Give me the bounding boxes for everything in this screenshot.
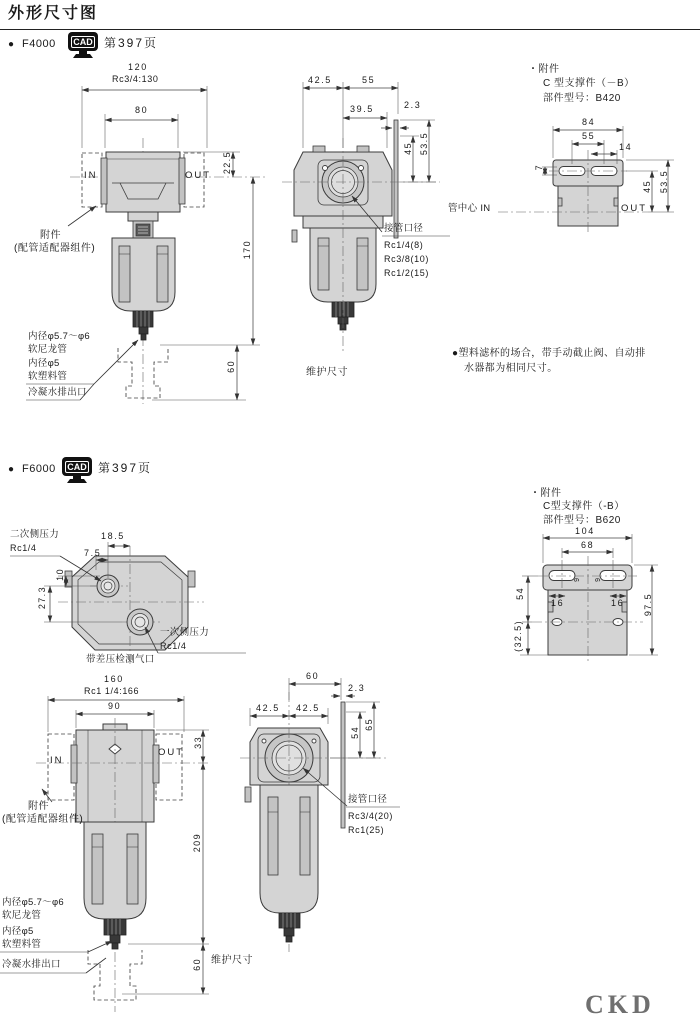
f6000-front-dim-60: 60	[192, 958, 202, 971]
f6000-front-dim-90: 90	[108, 701, 122, 711]
f4000-bracket-drawing	[498, 126, 674, 232]
f4000-front-dim-120: 120	[128, 62, 148, 72]
f6000-top-dim-10: 10	[55, 568, 65, 581]
b620-dim-9l: 9	[574, 578, 581, 582]
f4000-side-dim-425: 42.5	[308, 75, 332, 85]
b420-dim-45: 45	[642, 180, 652, 193]
b420-dim-535: 53.5	[659, 170, 669, 194]
f6000-primary-label-1: 一次侧压力	[160, 627, 210, 638]
cad-stand	[73, 476, 81, 479]
f6000-front-dim-rc: Rc1 1/4:166	[84, 686, 140, 696]
f4000-port-1: Rc1/4(8)	[384, 240, 424, 250]
b620-dim-16l: 16	[551, 598, 565, 608]
f6000-side-dim-65: 65	[364, 718, 374, 731]
b620-dim-975: 97.5	[643, 593, 653, 617]
f6000-front-dim-33: 33	[193, 736, 203, 749]
cad-label: CAD	[73, 36, 93, 47]
f4000-drain-note-4: 软塑料管	[28, 371, 68, 382]
f6000-front-out: OUT	[158, 747, 185, 758]
f6000-front-in: IN	[50, 755, 64, 766]
f6000-port-title: 接管口径	[348, 794, 388, 805]
page-title: 外形尺寸图	[8, 5, 99, 22]
b620-dim-325: (32.5)	[513, 620, 523, 652]
f6000-diffpressure-label: 带差压检测气口	[86, 654, 155, 665]
b620-title-2: C型支撑件（-B）	[543, 501, 625, 512]
f4000-front-dim-60: 60	[226, 360, 236, 373]
f4000-side-dim-55: 55	[362, 75, 376, 85]
f4000-drain-note-5: 冷凝水排出口	[28, 387, 87, 398]
f4000-model: F4000	[22, 38, 56, 50]
f4000-front-head	[106, 152, 180, 212]
f6000-top-dim-75: 7.5	[84, 548, 102, 558]
f4000-attachment-label-1: 附件	[40, 230, 61, 241]
f6000-primary-label-2: Rc1/4	[160, 641, 187, 651]
b420-dim-7: 7	[534, 164, 544, 171]
f4000-port-title: 接管口径	[384, 223, 424, 234]
f6000-attachment-label-1: 附件	[28, 801, 49, 812]
f4000-front-out: OUT	[185, 170, 212, 181]
f4000-front-dim-170: 170	[242, 240, 252, 260]
f4000-bullet: ●	[8, 39, 15, 50]
b620-dim-104: 104	[575, 526, 595, 536]
note-line-1: ●塑料滤杯的场合，带手动截止阀、自动排	[452, 348, 646, 359]
b620-dim-16r: 16	[611, 598, 625, 608]
f6000-drain-note-5: 冷凝水排出口	[2, 959, 61, 970]
f6000-maintenance-label: 维护尺寸	[211, 955, 253, 966]
f6000-bullet: ●	[8, 464, 15, 475]
f4000-side-view	[282, 82, 450, 352]
f4000-attachment-label-2: (配管适配器组件)	[14, 243, 96, 254]
f6000-side-dim-23: 2.3	[348, 683, 366, 693]
f4000-maintenance-label: 维护尺寸	[306, 367, 348, 378]
f4000-front-dim-rc: Rc3/4:130	[112, 74, 159, 84]
f4000-front-dim-80: 80	[135, 105, 149, 115]
f6000-port-2: Rc1(25)	[348, 825, 385, 835]
f6000-drain-note-4: 软塑料管	[2, 939, 42, 950]
b420-title-3: 部件型号：B420	[543, 93, 621, 104]
f6000-side-dim-425l: 42.5	[256, 703, 280, 713]
f4000-side-bracket-plate	[394, 120, 398, 238]
f4000-drain-note-2: 软尼龙管	[28, 344, 68, 355]
cad-base	[73, 54, 93, 58]
cad-label: CAD	[67, 461, 87, 472]
f6000-side-dim-425r: 42.5	[296, 703, 320, 713]
b620-title-1: ・附件	[530, 488, 562, 499]
f6000-top-dim-273: 27.3	[37, 586, 47, 610]
b420-title-1: ・附件	[528, 64, 560, 75]
b420-dim-84: 84	[582, 117, 596, 127]
f6000-port-1: Rc3/4(20)	[348, 811, 393, 821]
f4000-port-3: Rc1/2(15)	[384, 268, 429, 278]
f4000-front-dim-225: 22.5	[222, 151, 232, 175]
b420-dim-55: 55	[582, 131, 596, 141]
f6000-front-drain-knob	[104, 919, 126, 935]
f6000-page-ref: 第397页	[98, 461, 153, 475]
f4000-port-2: Rc3/8(10)	[384, 254, 429, 264]
cad-icon-f6000	[60, 457, 94, 484]
cad-icon-f4000	[66, 32, 100, 59]
f4000-side-dim-395: 39.5	[350, 104, 374, 114]
f4000-front-in: IN	[84, 170, 98, 181]
f6000-secondary-label-2: Rc1/4	[10, 543, 37, 553]
f4000-side-dim-45: 45	[403, 142, 413, 155]
f6000-front-dim-209: 209	[192, 833, 202, 853]
cad-screen	[68, 32, 98, 51]
f6000-secondary-label-1: 二次侧压力	[10, 529, 60, 540]
b420-dim-14: 14	[619, 142, 633, 152]
note-line-2: 水器都为相同尺寸。	[464, 363, 558, 374]
cad-stand	[79, 51, 87, 54]
f6000-drain-note-2: 软尼龙管	[2, 910, 42, 921]
f6000-front-dim-160: 160	[104, 674, 124, 684]
b620-title-3: 部件型号：B620	[543, 515, 621, 526]
f4000-page-ref: 第397页	[104, 36, 159, 50]
f4000-drain-note-1: 内径φ5.7～φ6	[28, 331, 91, 342]
f6000-attachment-label-2: (配管适配器组件)	[2, 814, 84, 825]
title-rule	[0, 29, 700, 30]
b420-title-2: C 型支撑件（－B）	[543, 78, 635, 89]
b420-out: OUT	[621, 203, 648, 214]
b620-dim-9r: 9	[595, 578, 602, 582]
b620-dim-54: 54	[515, 587, 525, 600]
f6000-side-dim-54: 54	[350, 726, 360, 739]
b420-pipe-center-in: 管中心 IN	[448, 203, 491, 214]
f6000-side-bracket-plate	[341, 702, 345, 828]
f4000-side-dim-23: 2.3	[404, 100, 422, 110]
cad-screen	[62, 457, 92, 476]
cad-base	[67, 479, 87, 483]
f6000-top-dim-185: 18.5	[101, 531, 125, 541]
f6000-model: F6000	[22, 463, 56, 475]
b620-dim-68: 68	[581, 540, 595, 550]
f6000-bracket-drawing	[520, 534, 658, 664]
f4000-front-drain-knob	[133, 311, 153, 327]
f6000-drain-note-1: 内径φ5.7～φ6	[2, 897, 65, 908]
f4000-side-dim-535: 53.5	[419, 132, 429, 156]
f6000-drain-note-3: 内径φ5	[2, 926, 34, 937]
ckd-logo: CKD	[585, 990, 655, 1019]
f6000-side-dim-60: 60	[306, 671, 320, 681]
f4000-drain-note-3: 内径φ5	[28, 358, 60, 369]
